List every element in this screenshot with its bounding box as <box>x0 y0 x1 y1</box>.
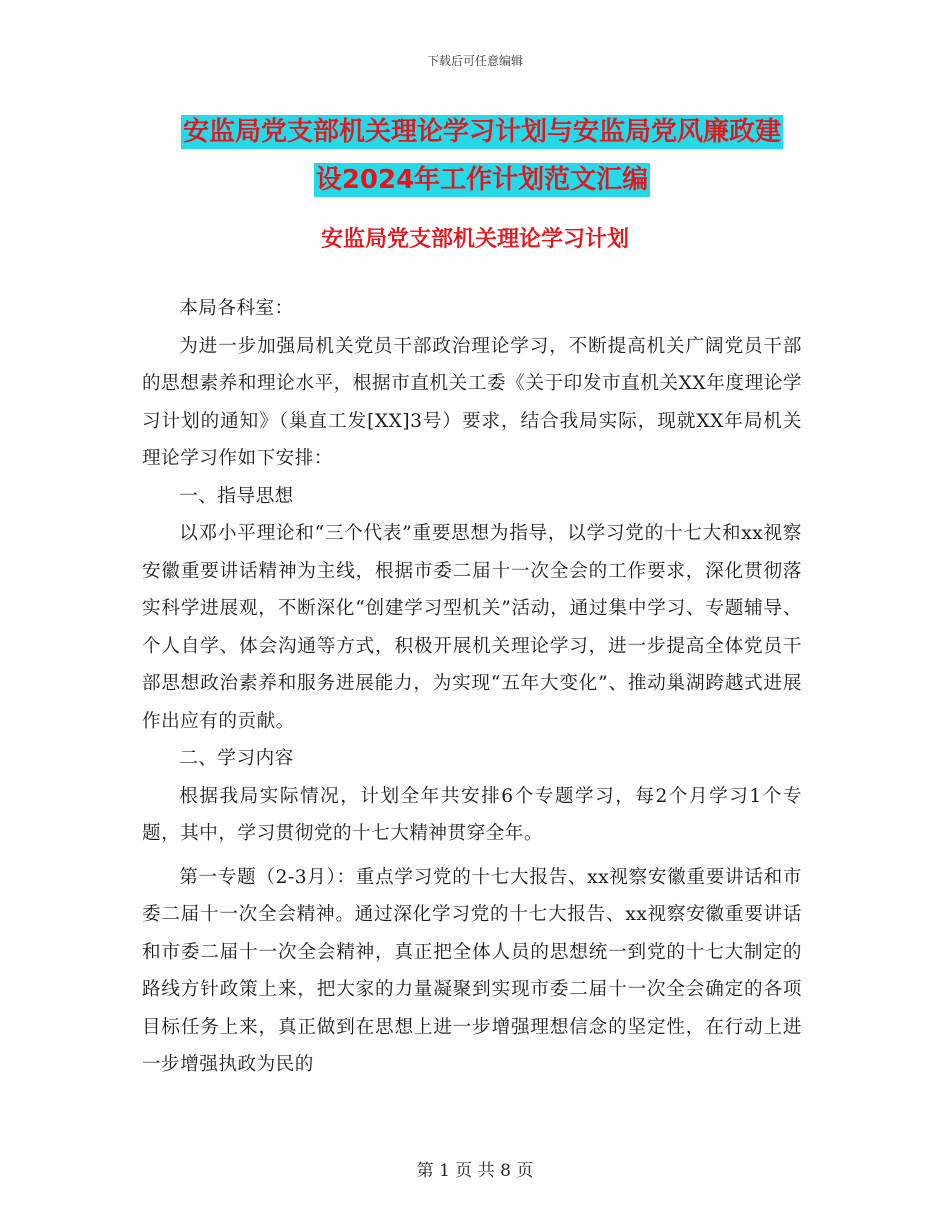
document-title <box>142 108 822 204</box>
title-line-2: 设2024年工作计划范文汇编 <box>315 165 649 195</box>
paragraph: 为进一步加强局机关党员干部政治理论学习，不断提高机关广阔党员干部的思想素养和理论水平，根据市直机关工委《关于印发市直机关XX年度理论学习计划的通知》（巢直工发[XX]3号）要求，结合我局实际，现就XX年局机关理论学习作如下安排： <box>142 335 802 469</box>
paragraph: 本局各科室： <box>179 298 294 319</box>
page-footer: 第 1 页 共 8 页 <box>416 1161 534 1181</box>
paragraph: 二、学习内容 <box>179 748 294 769</box>
header-note: 下载后可任意编辑 <box>426 54 523 68</box>
paragraph: 根据我局实际情况，计划全年共安排6个专题学习，每2个月学习1个专题，其中，学习贯彻党的十七大精神贯穿全年。 <box>142 785 802 844</box>
paragraph: 第一专题（2-3月）：重点学习党的十七大报告、xx视察安徽重要讲话和市委二届十一次全会精神。通过深化学习党的十七大报告、xx视察安徽重要讲话和市委二届十一次全会精神，真正把全体人员的思想统一到党的十七大制定的路线方针政策上来，把大家的力量凝聚到实现市委二届十一次全会确定的各项目标任务上来，真正做到在思想上进一步增强理想信念的坚定性，在行动上进一步增强执政为民的 <box>142 866 802 1075</box>
paragraph: 一、指导思想 <box>179 485 294 507</box>
section-title: 安监局党支部机关理论学习计划 <box>320 227 629 252</box>
document-body <box>142 290 802 1084</box>
paragraph: 以邓小平理论和“三个代表”重要思想为指导，以学习党的十七大和xx视察安徽重要讲话精神为主线，根据市委二届十一次全会的工作要求，深化贯彻落实科学进展观，不断深化“创建学习型机关”活动，通过集中学习、专题辅导、个人自学、体会沟通等方式，积极开展机关理论学习，进一步提高全体党员干部思想政治素养和服务进展能力，为实现“五年大变化”、推动巢湖跨越式进展作出应有的贡献。 <box>142 523 802 732</box>
title-line-1: 安监局党支部机关理论学习计划与安监局党风廉政建 <box>182 117 781 147</box>
